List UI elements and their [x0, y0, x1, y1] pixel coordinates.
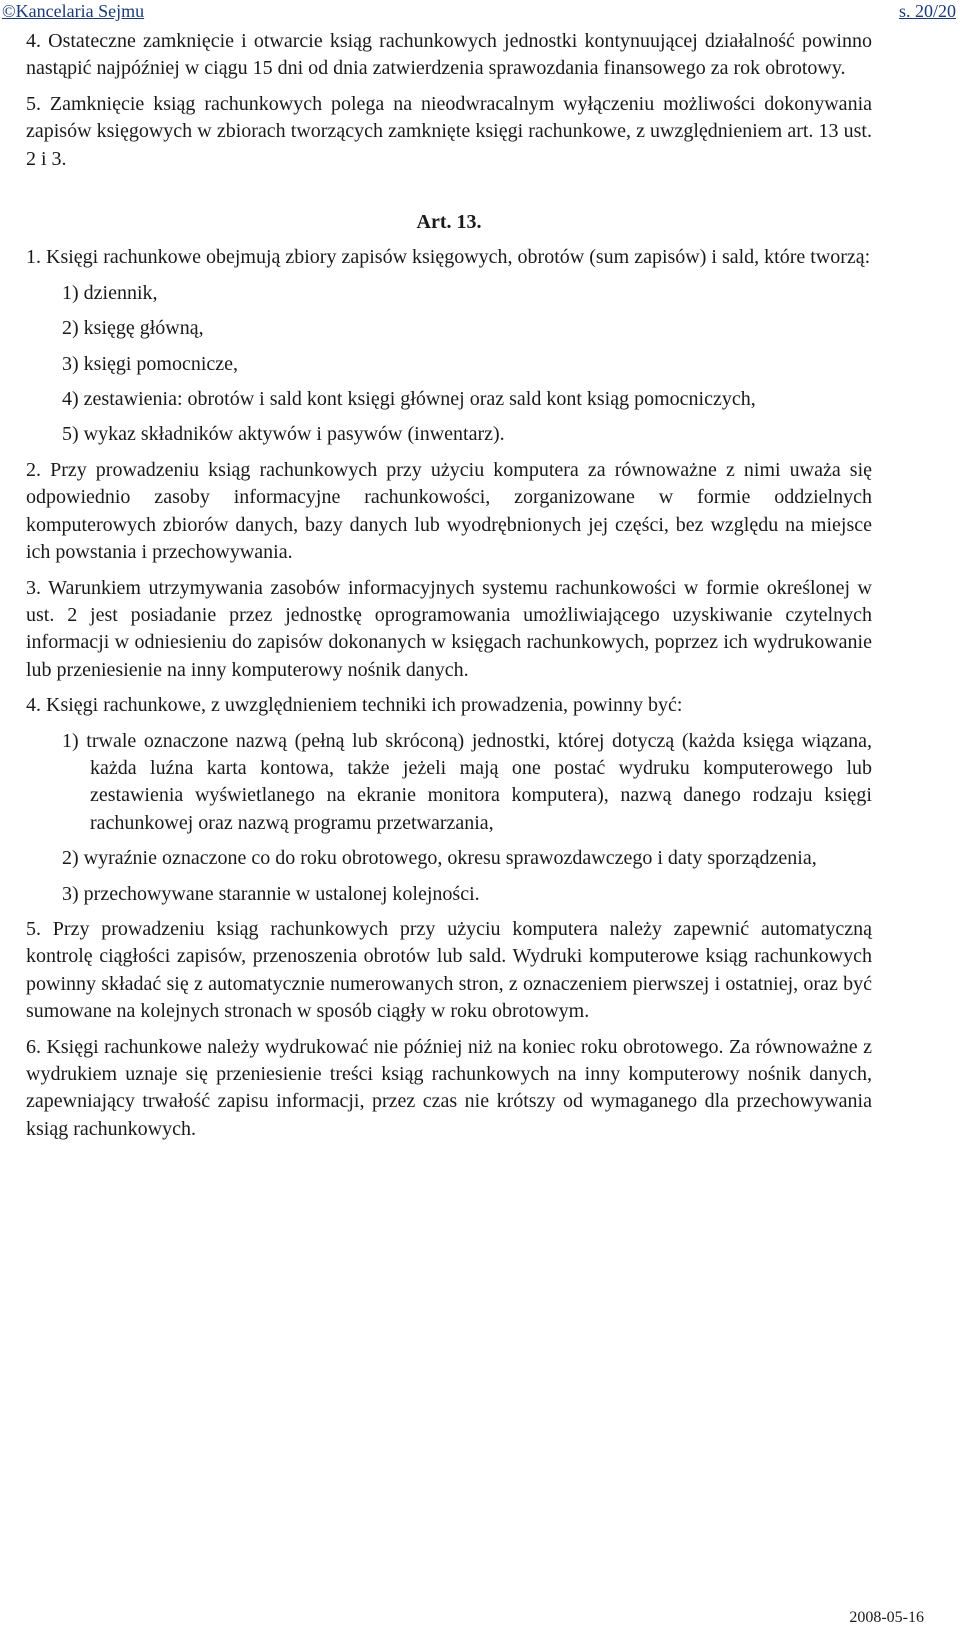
- article-title: Art. 13.: [416, 211, 482, 234]
- list-item: 1) dziennik,: [62, 281, 158, 304]
- article-13-section-1: 1. Księgi rachunkowe obejmują zbiory zapisów księgowych, obrotów (sum zapisów) i sald, które tworzą:: [26, 246, 871, 269]
- paragraph-4: 4. Ostateczne zamknięcie i otwarcie ksiąg rachunkowych jednostki kontynuującej działalność powinno nastąpić najpóźniej w ciągu 15 dni od dnia zatwierdzenia sprawozdania finansowego za rok obrotowy.: [26, 30, 872, 80]
- list-item: 2) księgę główną,: [62, 317, 204, 340]
- list-item: 3) księgi pomocnicze,: [62, 352, 239, 375]
- footer-date: 2008-05-16: [849, 1609, 924, 1626]
- list-item: 3) przechowywane starannie w ustalonej kolejności.: [62, 882, 480, 905]
- section-4-list: [26, 728, 872, 908]
- paragraph-5: 5. Zamknięcie ksiąg rachunkowych polega na nieodwracalnym wyłączeniu możliwości dokonywania zapisów księgowych w zbiorach tworzących zamknięte księgi rachunkowe, z uwzględnieniem art. 13 ust. 2 i 3.: [26, 92, 872, 170]
- document-body: [26, 28, 872, 1143]
- article-13-section-6: 6. Księgi rachunkowe należy wydrukować nie później niż na koniec roku obrotowego. Za równoważne z wydrukiem uznaje się przeniesienie treści ksiąg rachunkowych na inny komputerowy nośnik danych, zapewniający trwałość zapisu informacji, przez czas nie krótszy od wymaganego dla przechowywania ksiąg rachunkowych.: [26, 1035, 872, 1140]
- list-item: 4) zestawienia: obrotów i sald kont księgi głównej oraz sald kont ksiąg pomocniczych,: [62, 388, 756, 411]
- section-1-list: [26, 280, 872, 449]
- list-item: 2) wyraźnie oznaczone co do roku obrotowego, okresu sprawozdawczego i daty sporządzenia,: [62, 847, 817, 870]
- list-item: 5) wykaz składników aktywów i pasywów (inwentarz).: [62, 423, 505, 446]
- list-item: 1) trwale oznaczone nazwą (pełną lub skróconą) jednostki, której dotyczą (każda księga wiązana, każda luźna karta kontowa, także jeżeli mają one postać wydruku komputerowego lub zestawienia wyświetlanego na ekranie monitora komputera), nazwą danego rodzaju księgi rachunkowej oraz nazwą programu przetwarzania,: [62, 729, 872, 834]
- article-13-section-4: 4. Księgi rachunkowe, z uwzględnieniem techniki ich prowadzenia, powinny być:: [26, 694, 683, 717]
- header-page-number-link[interactable]: s. 20/20: [898, 1, 956, 21]
- article-13-section-3: 3. Warunkiem utrzymywania zasobów informacyjnych systemu rachunkowości w formie określonej w ust. 2 jest posiadanie przez jednostkę oprogramowania umożliwiającego uzyskiwanie czytelnych informacji w odniesieniu do zapisów dokonanych w księgach rachunkowych, poprzez ich wydrukowanie lub przeniesienie na inny komputerowy nośnik danych.: [26, 576, 872, 681]
- header-copyright-link[interactable]: ©Kancelaria Sejmu: [2, 1, 145, 21]
- article-13-section-5: 5. Przy prowadzeniu ksiąg rachunkowych przy użyciu komputera należy zapewnić automatyczną kontrolę ciągłości zapisów, przenoszenia obrotów lub sald. Wydruki komputerowe ksiąg rachunkowych powinny składać się z automatycznie numerowanych stron, z oznaczeniem pierwszej i ostatniej, oraz być sumowane na kolejnych stronach w sposób ciągły w roku obrotowym.: [26, 917, 872, 1023]
- article-13-section-2: 2. Przy prowadzeniu ksiąg rachunkowych przy użyciu komputera za równoważne z nimi uważa się odpowiednio zasoby informacyjne rachunkowości, zorganizowane w formie oddzielnych komputerowych zbiorów danych, bazy danych lub wyodrębnionych jej części, bez względu na miejsce ich powstania i przechowywania.: [26, 458, 872, 564]
